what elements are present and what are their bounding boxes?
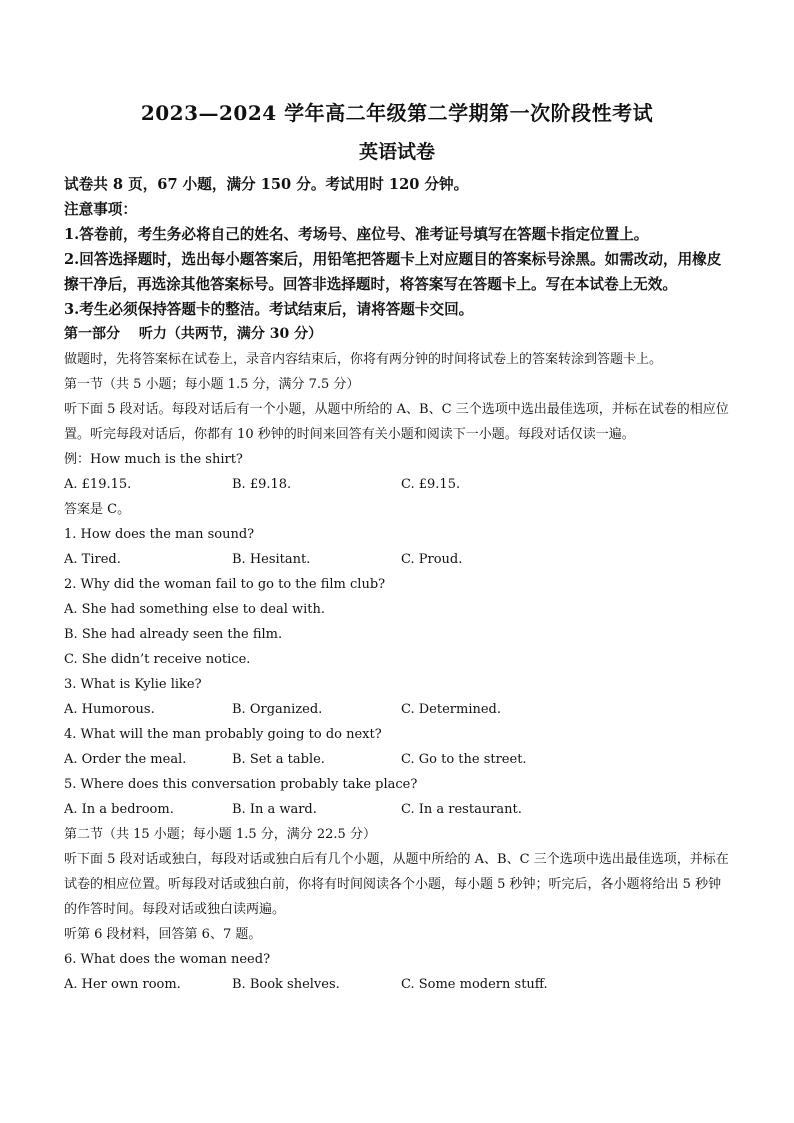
part1-title: 第一部分 听力（共两节，满分 30 分）: [64, 326, 323, 342]
q5-option-c: C. In a restaurant.: [401, 802, 522, 817]
question-2: 2. Why did the woman fail to go to the film club?: [64, 577, 386, 592]
question-6-options: [64, 972, 730, 997]
example-options: [64, 472, 730, 497]
notes-item-3: 3.考生必须保持答题卡的整洁。考试结束后，请将答题卡交回。: [64, 301, 474, 318]
part1-instruction: 做题时，先将答案标在试卷上，录音内容结束后，你将有两分钟的时间将试卷上的答案转涂到答题卡上。: [64, 352, 663, 367]
question-3-options: [64, 697, 730, 722]
section2-instruction: 听下面 5 段对话或独白，每段对话或独白后有几个小题，从题中所给的 A、B、C 三个选项中选出最佳选项，并标在试卷的相应位置。听每段对话或独白前，你将有时间阅读各个小题，每小题 5 秒钟；听完后，各小题将给出 5 秒钟的作答时间。每段对话或独白读两遍。: [64, 852, 729, 917]
q6-option-c: C. Some modern stuff.: [401, 977, 548, 992]
q1-option-c: C. Proud.: [401, 552, 463, 567]
q4-option-b: B. Set a table.: [232, 752, 325, 767]
q4-option-a: A. Order the meal.: [64, 752, 187, 767]
example-option-b: B. £9.18.: [232, 477, 292, 492]
question-2-block: [64, 572, 730, 697]
q3-option-b: B. Organized.: [232, 702, 323, 717]
exam-notes: [64, 172, 730, 322]
section2-material: 听第 6 段材料，回答第 6、7 题。: [64, 927, 262, 942]
section2-title: 第二节（共 15 小题；每小题 1.5 分，满分 22.5 分）: [64, 827, 376, 842]
q2-option-b: B. She had already seen the film.: [64, 627, 283, 642]
question-1-options: [64, 547, 730, 572]
question-4-options: [64, 747, 730, 772]
exam-title: 2023—2024 学年高二年级第二学期第一次阶段性考试: [140, 101, 654, 125]
q3-option-a: A. Humorous.: [64, 702, 155, 717]
question-5-options: [64, 797, 730, 822]
q1-option-b: B. Hesitant.: [232, 552, 311, 567]
q3-option-c: C. Determined.: [401, 702, 502, 717]
question-5-block: [64, 772, 730, 797]
example-answer-block: [64, 497, 730, 547]
section2-block: [64, 822, 730, 972]
example-question: 例：How much is the shirt?: [64, 452, 243, 467]
q1-option-a: A. Tired.: [64, 552, 121, 567]
q6-option-b: B. Book shelves.: [232, 977, 340, 992]
notes-item-1: 1.答卷前，考生务必将自己的姓名、考场号、座位号、准考证号填写在答题卡指定位置上。: [64, 226, 649, 243]
notes-heading: 注意事项：: [64, 201, 137, 218]
question-5: 5. Where does this conversation probably take place?: [64, 777, 418, 792]
q2-option-a: A. She had something else to deal with.: [64, 602, 326, 617]
question-1: 1. How does the man sound?: [64, 527, 255, 542]
q5-option-b: B. In a ward.: [232, 802, 317, 817]
example-option-a: A. £19.15.: [64, 477, 132, 492]
exam-content: [64, 172, 730, 997]
section1-instruction: 听下面 5 段对话。每段对话后有一个小题，从题中所给的 A、B、C 三个选项中选出最佳选项，并标在试卷的相应位置。听完每段对话后，你都有 10 秒钟的时间来回答有关小题和阅读下一小题。每段对话仅读一遍。: [64, 402, 729, 442]
part1-body: [64, 347, 730, 472]
question-6: 6. What does the woman need?: [64, 952, 271, 967]
q4-option-c: C. Go to the street.: [401, 752, 527, 767]
q2-option-c: C. She didn’t receive notice.: [64, 652, 251, 667]
question-4: 4. What will the man probably going to do next?: [64, 727, 382, 742]
notes-item-2: 2.回答选择题时，选出每小题答案后，用铅笔把答题卡上对应题目的答案标号涂黑。如需改动，用橡皮擦干净后，再选涂其他答案标号。回答非选择题时，将答案写在答题卡上。写在本试卷上无效。: [64, 251, 722, 293]
q6-option-a: A. Her own room.: [64, 977, 181, 992]
notes-intro: 试卷共 8 页，67 小题，满分 150 分。考试用时 120 分钟。: [64, 176, 469, 193]
example-answer: 答案是 C。: [64, 502, 131, 517]
example-option-c: C. £9.15.: [401, 477, 461, 492]
exam-subtitle: 英语试卷: [358, 141, 435, 163]
question-3: 3. What is Kylie like?: [64, 677, 202, 692]
question-4-block: [64, 722, 730, 747]
section1-title: 第一节（共 5 小题；每小题 1.5 分，满分 7.5 分）: [64, 377, 360, 392]
q5-option-a: A. In a bedroom.: [64, 802, 174, 817]
